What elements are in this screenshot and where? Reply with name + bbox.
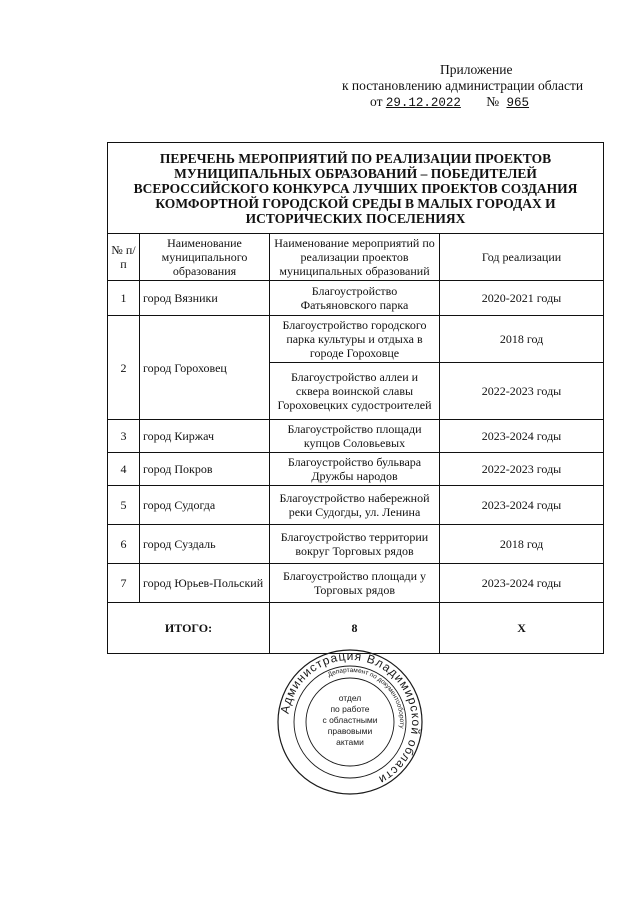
- table-row: [108, 486, 604, 525]
- stamp-center-line: правовыми: [327, 726, 373, 736]
- row-year: 2023-2024 годы: [440, 486, 604, 525]
- table-row: [108, 564, 604, 603]
- stamp-center-line: актами: [336, 737, 364, 747]
- row-number: 7: [108, 564, 140, 603]
- col-header-year: Год реализации: [440, 234, 604, 281]
- row-year: 2020-2021 годы: [440, 281, 604, 316]
- header-date-number: [330, 94, 600, 111]
- row-city: город Вязники: [140, 281, 270, 316]
- stamp-center-line: отдел: [338, 693, 362, 703]
- document-header: [330, 62, 600, 111]
- header-date: 29.12.2022: [385, 96, 461, 110]
- official-stamp: [275, 647, 425, 797]
- table-row: [108, 316, 604, 363]
- header-resolution: к постановлению администрации области: [342, 78, 584, 93]
- row-activity: Благоустройство площади у Торговых рядов: [270, 564, 440, 603]
- row-activity: Благоустройство бульвара Дружбы народов: [270, 453, 440, 486]
- row-year: 2023-2024 годы: [440, 420, 604, 453]
- table-row: [108, 453, 604, 486]
- stamp-center-line: по работе: [330, 704, 370, 714]
- row-city: город Покров: [140, 453, 270, 486]
- col-header-activity: Наименование мероприятий по реализации проектов муниципальных образований: [270, 234, 440, 281]
- header-number: 965: [506, 96, 530, 110]
- header-appendix: Приложение: [440, 62, 513, 77]
- row-number: 1: [108, 281, 140, 316]
- row-city: город Судогда: [140, 486, 270, 525]
- row-activity: Благоустройство Фатьяновского парка: [270, 281, 440, 316]
- total-count: 8: [270, 603, 440, 654]
- row-year: 2023-2024 годы: [440, 564, 604, 603]
- table-header-row: [108, 234, 604, 281]
- row-activity: Благоустройство набережной реки Судогды, ул. Ленина: [270, 486, 440, 525]
- stamp-center-line: с областными: [322, 715, 378, 725]
- row-year: 2018 год: [440, 316, 604, 363]
- row-year: 2022-2023 годы: [440, 453, 604, 486]
- row-number: 6: [108, 525, 140, 564]
- row-number: 5: [108, 486, 140, 525]
- total-year: Х: [440, 603, 604, 654]
- total-row: [108, 603, 604, 654]
- header-from-label: от: [370, 94, 383, 109]
- stamp-outer-text: Администрация Владимирской области: [277, 648, 424, 788]
- row-number: 4: [108, 453, 140, 486]
- row-city: город Суздаль: [140, 525, 270, 564]
- header-number-label: №: [486, 94, 500, 109]
- projects-table: [107, 142, 604, 654]
- row-activity: Благоустройство площади купцов Соловьевых: [270, 420, 440, 453]
- row-city: город Киржач: [140, 420, 270, 453]
- row-city: город Гороховец: [140, 316, 270, 420]
- col-header-municipality: Наименование муниципального образования: [140, 234, 270, 281]
- table-row: [108, 281, 604, 316]
- row-activity: Благоустройство территории вокруг Торговых рядов: [270, 525, 440, 564]
- stamp-center-text: [322, 693, 377, 747]
- table-row: [108, 420, 604, 453]
- table-row: [108, 525, 604, 564]
- col-header-number: № п/п: [108, 234, 140, 281]
- row-year: 2018 год: [440, 525, 604, 564]
- row-city: город Юрьев-Польский: [140, 564, 270, 603]
- row-number: 3: [108, 420, 140, 453]
- row-activity: Благоустройство городского парка культуры и отдыха в городе Гороховце: [270, 316, 440, 363]
- stamp-inner-text: Департамент по документообороту: [326, 666, 406, 729]
- row-number: 2: [108, 316, 140, 420]
- row-activity: Благоустройство аллеи и сквера воинской славы Гороховецких судостроителей: [270, 363, 440, 420]
- row-year: 2022-2023 годы: [440, 363, 604, 420]
- total-label: ИТОГО:: [108, 603, 270, 654]
- table-title: ПЕРЕЧЕНЬ МЕРОПРИЯТИЙ ПО РЕАЛИЗАЦИИ ПРОЕКТОВ МУНИЦИПАЛЬНЫХ ОБРАЗОВАНИЙ – ПОБЕДИТЕЛЕЙ ВСЕРОССИЙСКОГО КОНКУРСА ЛУЧШИХ ПРОЕКТОВ СОЗДАНИЯ КОМФОРТНОЙ ГОРОДСКОЙ СРЕДЫ В МАЛЫХ ГОРОДАХ И ИСТОРИЧЕСКИХ ПОСЕЛЕНИЯХ: [108, 143, 604, 234]
